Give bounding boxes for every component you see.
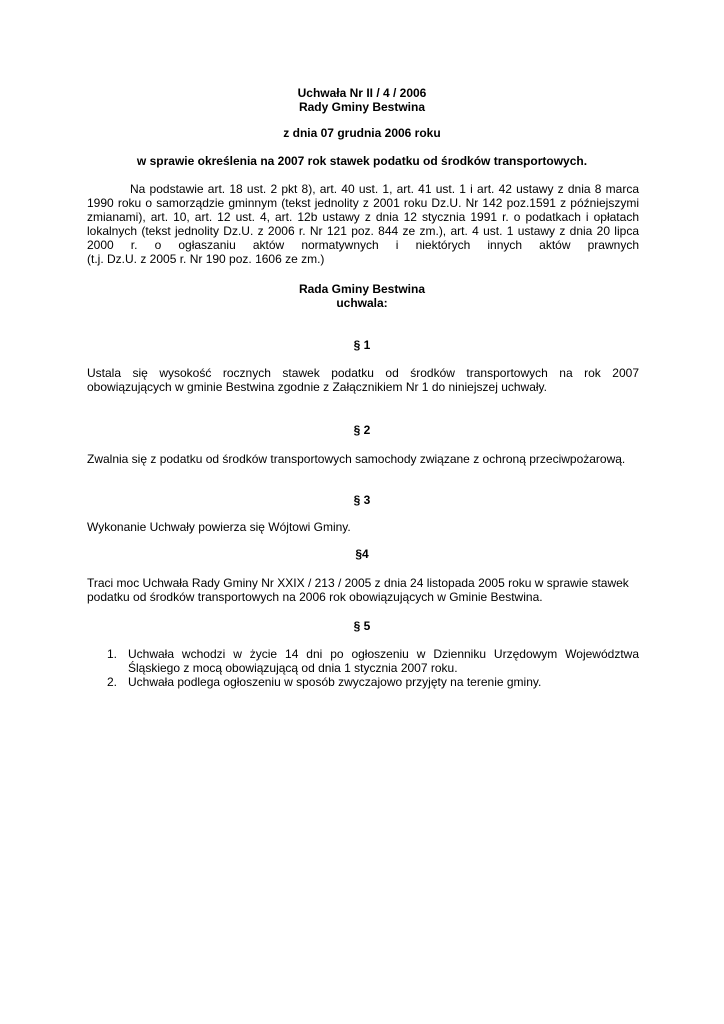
preamble-line: 1990 roku o samorządzie gminnym (tekst jednolity z 2001 roku Dz.U. Nr 142 poz.1591 z późniejszymi xyxy=(87,196,639,210)
section-2-heading: § 2 xyxy=(353,423,371,437)
section-2-text: Zwalnia się z podatku od środków transportowych samochody związane z ochroną przeciwpożarową. xyxy=(87,452,626,466)
preamble-line: zmianami), art. 10, art. 12 ust. 4, art. 12b ustawy z dnia 12 stycznia 1991 r. o podatkach i opłatach xyxy=(87,210,639,224)
section-5-list xyxy=(107,647,639,689)
legal-basis-paragraph xyxy=(87,182,639,266)
section-5-heading: § 5 xyxy=(353,619,371,633)
list-item-line: Śląskiego z mocą obowiązującą od dnia 1 stycznia 2007 roku. xyxy=(128,661,458,675)
section-4-line: Traci moc Uchwała Rady Gminy Nr XXIX / 213 / 2005 z dnia 24 listopada 2005 roku w sprawie stawek xyxy=(87,576,629,590)
list-item xyxy=(107,675,639,689)
title-line-1: Uchwała Nr II / 4 / 2006 xyxy=(297,86,427,100)
section-3-heading: § 3 xyxy=(353,493,371,507)
resolution-title xyxy=(0,86,724,114)
section-1-line: Ustala się wysokość rocznych stawek podatku od środków transportowych na rok 2007 xyxy=(87,366,639,380)
section-4-heading: §4 xyxy=(355,547,369,561)
section-3-text: Wykonanie Uchwały powierza się Wójtowi Gminy. xyxy=(87,520,351,534)
preamble-line: (t.j. Dz.U. z 2005 r. Nr 190 poz. 1606 ze zm.) xyxy=(87,252,325,266)
preamble-line: lokalnych (tekst jednolity Dz.U. z 2006 r. Nr 121 poz. 844 ze zm.), art. 4 ust. 1 ustawy z dnia 20 lipca xyxy=(87,224,639,238)
resolution-subject: w sprawie określenia na 2007 rok stawek podatku od środków transportowych. xyxy=(136,154,588,168)
resolves-word: uchwala: xyxy=(336,296,388,310)
list-item-line: Uchwała wchodzi w życie 14 dni po ogłoszeniu w Dzienniku Urzędowym Województwa xyxy=(128,647,639,661)
preamble-line: Na podstawie art. 18 ust. 2 pkt 8), art. 40 ust. 1, art. 41 ust. 1 i art. 42 ustawy z dnia 8 marca xyxy=(130,182,639,196)
list-item-line: Uchwała podlega ogłoszeniu w sposób zwyczajowo przyjęty na terenie gminy. xyxy=(128,675,542,689)
section-1-line: obowiązujących w gminie Bestwina zgodnie z Załącznikiem Nr 1 do niniejszej uchwały. xyxy=(87,380,547,394)
list-item-number: 1. xyxy=(107,647,118,661)
list-item xyxy=(107,647,639,675)
title-line-2: Rady Gminy Bestwina xyxy=(298,100,426,114)
resolution-date: z dnia 07 grudnia 2006 roku xyxy=(283,126,441,140)
council-name: Rada Gminy Bestwina xyxy=(298,282,426,296)
section-1-text xyxy=(87,366,639,394)
section-1-heading: § 1 xyxy=(353,338,371,352)
council-resolves xyxy=(0,282,724,310)
section-4-line: podatku od środków transportowych na 2006 rok obowiązujących w Gminie Bestwina. xyxy=(87,590,543,604)
section-4-text xyxy=(87,576,639,604)
list-item-number: 2. xyxy=(107,675,118,689)
preamble-line: 2000 r. o ogłaszaniu aktów normatywnych i niektórych innych aktów prawnych xyxy=(87,238,639,252)
